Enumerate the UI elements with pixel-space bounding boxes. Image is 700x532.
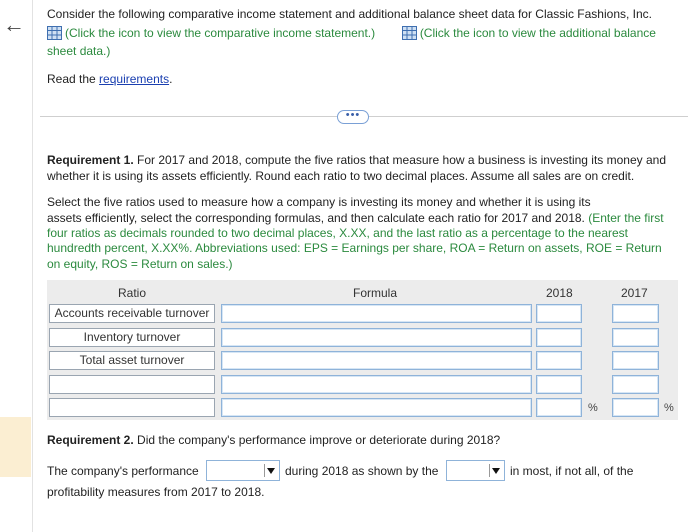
percent-symbol-2018: % <box>588 402 598 414</box>
formula-select-2[interactable] <box>221 328 532 347</box>
left-rail-highlight <box>0 417 31 477</box>
req1-text-line2: whether it is using its assets efficiently. Round each ratio to two decimal places. Assume all sales are on credit. <box>47 169 635 183</box>
ratio-select-4[interactable] <box>49 375 215 394</box>
chevron-down-icon <box>264 464 277 477</box>
requirements-link[interactable]: requirements <box>99 72 170 86</box>
input-2017-5[interactable] <box>612 398 659 417</box>
input-2018-2[interactable] <box>536 328 582 347</box>
input-2018-3[interactable] <box>536 351 582 370</box>
intro-line: Consider the following comparative income statement and additional balance sheet data for Classic Fashions, Inc. <box>47 7 652 21</box>
read-requirements: Read the requirements. <box>47 72 173 86</box>
input-2017-1[interactable] <box>612 304 659 323</box>
input-2018-1[interactable] <box>536 304 582 323</box>
formula-select-3[interactable] <box>221 351 532 370</box>
input-2017-2[interactable] <box>612 328 659 347</box>
req1-select-l1: Select the five ratios used to measure how a company is investing its money and whether it is using its <box>47 195 591 209</box>
formula-select-4[interactable] <box>221 375 532 394</box>
header-formula: Formula <box>353 286 398 300</box>
table-icon <box>47 26 62 40</box>
req2-s3: in most, if not all, of the <box>510 464 634 478</box>
percent-symbol-2017: % <box>664 402 674 414</box>
input-2018-4[interactable] <box>536 375 582 394</box>
req1-select-l4: hundredth percent, X.XX%. Abbreviations used: EPS = Earnings per share, ROA = Return on assets, ROE = Return <box>47 241 662 255</box>
req2-s4: profitability measures from 2017 to 2018. <box>47 485 265 499</box>
back-arrow-icon[interactable]: ← <box>3 12 25 37</box>
more-button[interactable]: ••• <box>337 110 369 124</box>
table-icon <box>402 26 417 40</box>
req2-s1: The company's performance <box>47 464 199 478</box>
req1-heading-line: Requirement 1. For 2017 and 2018, compute the five ratios that measure how a business is investing its money and <box>47 153 667 167</box>
input-2018-5[interactable] <box>536 398 582 417</box>
intro-links <box>47 25 687 42</box>
req2-s2: during 2018 as shown by the <box>285 464 439 478</box>
formula-select-5[interactable] <box>221 398 532 417</box>
balance-sheet-link[interactable]: (Click the icon to view the additional balance <box>402 26 656 40</box>
balance-sheet-link-cont[interactable]: sheet data.) <box>47 44 111 58</box>
header-ratio: Ratio <box>118 286 147 300</box>
ratio-select-5[interactable] <box>49 398 215 417</box>
ratio-select-1[interactable]: Accounts receivable turnover <box>49 304 215 323</box>
left-rail <box>0 0 33 532</box>
income-statement-link[interactable]: (Click the icon to view the comparative income statement.) <box>47 26 378 40</box>
input-2017-3[interactable] <box>612 351 659 370</box>
req2-heading-line: Requirement 2. Did the company's performance improve or deteriorate during 2018? <box>47 433 501 447</box>
req1-select-l2: assets efficiently, select the corresponding formulas, and then calculate each ratio for 2017 and 2018. (Enter the first <box>47 211 664 225</box>
ratio-select-2[interactable]: Inventory turnover <box>49 328 215 347</box>
measures-dropdown[interactable] <box>446 460 505 481</box>
chevron-down-icon <box>489 464 502 477</box>
header-2017: 2017 <box>621 286 648 300</box>
ratio-select-3[interactable]: Total asset turnover <box>49 351 215 370</box>
header-2018: 2018 <box>546 286 573 300</box>
performance-dropdown[interactable] <box>206 460 280 481</box>
req1-select-l5: on equity, ROS = Return on sales.) <box>47 257 233 271</box>
req1-select-l3: four ratios as decimals rounded to two decimal places, X.XX, and the last ratio as a percentage to the nearest <box>47 226 628 240</box>
formula-select-1[interactable] <box>221 304 532 323</box>
input-2017-4[interactable] <box>612 375 659 394</box>
